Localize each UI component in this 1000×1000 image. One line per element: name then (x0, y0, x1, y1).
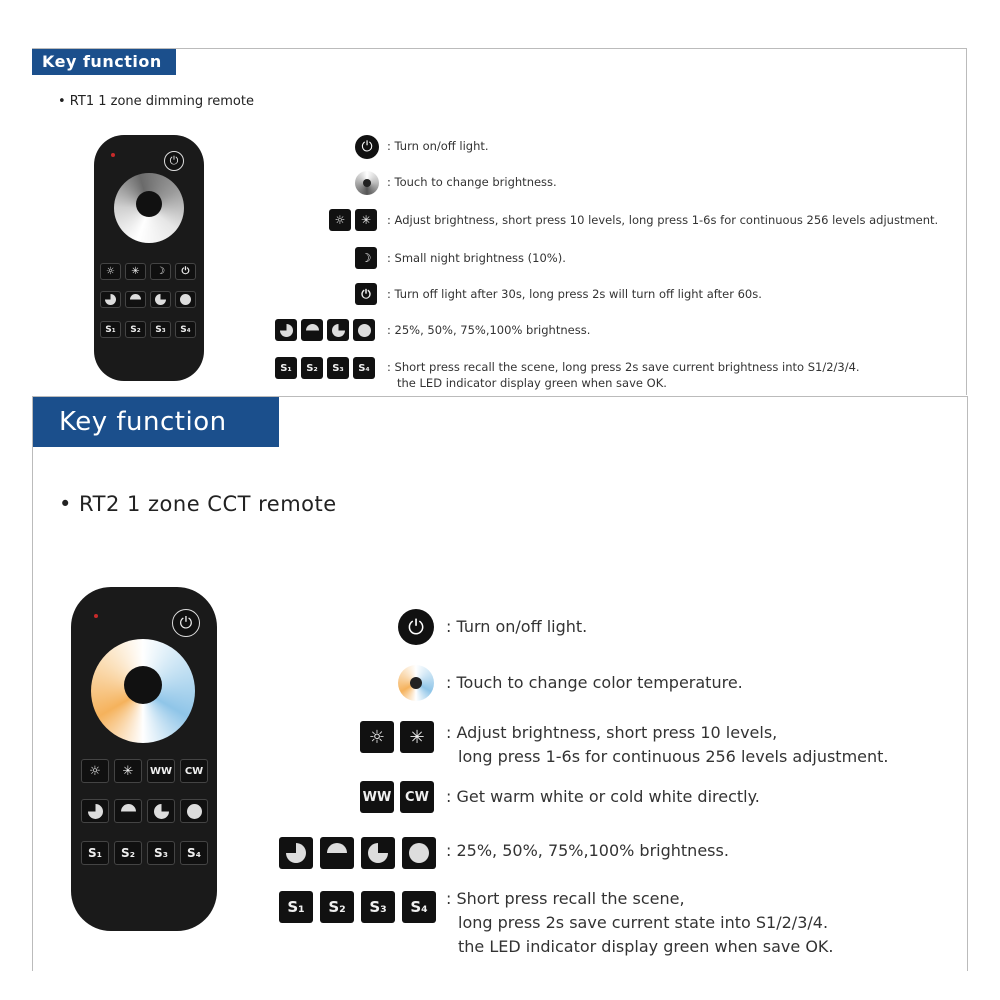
brightness-wheel-icon (355, 171, 379, 195)
legend-levels-text: : 25%, 50%, 75%,100% brightness. (446, 841, 729, 860)
level-75-icon (154, 804, 169, 819)
brightness-down-icon: ☼ (360, 721, 394, 753)
section-tab-title: Key function (32, 49, 168, 75)
legend-scene-text-2: long press 2s save current state into S1/2/3/4. (458, 913, 829, 932)
level-75-icon (155, 294, 166, 305)
level-25-icon (105, 294, 116, 305)
scene-s4-button[interactable]: S₄ (175, 321, 196, 338)
level-75-icon (327, 319, 349, 341)
scene-s2-icon: S₂ (301, 357, 323, 379)
night-icon: ☽ (355, 247, 377, 269)
scene-s2-button[interactable]: S₂ (114, 841, 142, 865)
legend-scene-text-2: the LED indicator display green when save OK. (397, 376, 667, 390)
brightness-up-button[interactable]: ✳ (125, 263, 146, 280)
rt1-section (32, 48, 967, 395)
cct-wheel-icon (398, 665, 434, 701)
brightness-up-button[interactable]: ✳ (114, 759, 142, 783)
scene-s3-icon: S₃ (361, 891, 395, 923)
level-50-icon (301, 319, 323, 341)
brightness-up-icon: ✳ (400, 721, 434, 753)
level-75-button[interactable] (150, 291, 171, 308)
led-indicator (111, 153, 115, 157)
level-100-button[interactable] (175, 291, 196, 308)
scene-s4-button[interactable]: S₄ (180, 841, 208, 865)
legend-adjust-text: : Adjust brightness, short press 10 levels, long press 1-6s for continuous 256 levels adjustment. (387, 213, 939, 227)
level-50-icon (320, 837, 354, 869)
power-icon: ⏻ (398, 609, 434, 645)
legend-scene-text-3: the LED indicator display green when save OK. (458, 937, 834, 956)
level-25-icon (88, 804, 103, 819)
level-50-icon (130, 294, 141, 305)
power-icon: ⏻ (355, 135, 379, 159)
rt1-remote (94, 135, 204, 381)
section-tab-title: Key function (33, 397, 279, 447)
scene-s4-icon: S₄ (353, 357, 375, 379)
scene-s1-icon: S₁ (275, 357, 297, 379)
level-75-button[interactable] (147, 799, 175, 823)
scene-s3-button[interactable]: S₃ (150, 321, 171, 338)
level-75-icon (361, 837, 395, 869)
legend-scene-text-1: : Short press recall the scene, long press 2s save current brightness into S1/2/3/4. (387, 360, 860, 374)
warm-white-icon: WW (360, 781, 394, 813)
brightness-down-button[interactable]: ☼ (81, 759, 109, 783)
power-button[interactable] (164, 151, 184, 171)
legend-timer-text: : Turn off light after 30s, long press 2s will turn off light after 60s. (387, 287, 762, 301)
level-25-button[interactable] (100, 291, 121, 308)
legend-scene-text-1: : Short press recall the scene, (446, 889, 685, 908)
scene-s4-icon: S₄ (402, 891, 436, 923)
level-50-icon (121, 804, 136, 819)
rt2-section (32, 396, 968, 971)
wheel-center (124, 666, 162, 704)
timer-off-button[interactable]: ⏻ (175, 263, 196, 280)
legend-night-text: : Small night brightness (10%). (387, 251, 566, 265)
legend-adjust-text-1: : Adjust brightness, short press 10 levels, (446, 723, 778, 742)
wheel-center (136, 191, 162, 217)
level-25-icon (275, 319, 297, 341)
level-100-icon (180, 294, 191, 305)
level-50-button[interactable] (114, 799, 142, 823)
scene-s1-button[interactable]: S₁ (81, 841, 109, 865)
cold-white-icon: CW (400, 781, 434, 813)
level-100-icon (353, 319, 375, 341)
scene-s1-icon: S₁ (279, 891, 313, 923)
scene-s2-button[interactable]: S₂ (125, 321, 146, 338)
legend-power-text: : Turn on/off light. (446, 617, 588, 636)
scene-s2-icon: S₂ (320, 891, 354, 923)
legend-wheel-text: : Touch to change color temperature. (446, 673, 743, 692)
brightness-up-icon: ✳ (355, 209, 377, 231)
led-indicator (94, 614, 98, 618)
power-icon: ⏻ (169, 154, 179, 167)
rt2-subtitle: • RT2 1 zone CCT remote (59, 492, 337, 516)
legend-wheel-text: : Touch to change brightness. (387, 175, 557, 189)
level-100-icon (402, 837, 436, 869)
brightness-down-button[interactable]: ☼ (100, 263, 121, 280)
scene-s3-button[interactable]: S₃ (147, 841, 175, 865)
level-100-button[interactable] (180, 799, 208, 823)
power-button[interactable] (172, 609, 200, 637)
brightness-down-icon: ☼ (329, 209, 351, 231)
scene-s3-icon: S₃ (327, 357, 349, 379)
night-light-button[interactable]: ☽ (150, 263, 171, 280)
level-25-button[interactable] (81, 799, 109, 823)
legend-levels-text: : 25%, 50%, 75%,100% brightness. (387, 323, 591, 337)
rt1-subtitle: • RT1 1 zone dimming remote (58, 94, 254, 109)
level-100-icon (187, 804, 202, 819)
power-icon: ⏻ (179, 613, 193, 632)
level-25-icon (279, 837, 313, 869)
cold-white-button[interactable]: CW (180, 759, 208, 783)
legend-power-text: : Turn on/off light. (387, 139, 489, 153)
legend-adjust-text-2: long press 1-6s for continuous 256 levels adjustment. (458, 747, 889, 766)
level-50-button[interactable] (125, 291, 146, 308)
rt2-remote (71, 587, 217, 931)
warm-white-button[interactable]: WW (147, 759, 175, 783)
scene-s1-button[interactable]: S₁ (100, 321, 121, 338)
timer-power-icon: ⏻ (355, 283, 377, 305)
legend-wwcw-text: : Get warm white or cold white directly. (446, 787, 760, 806)
